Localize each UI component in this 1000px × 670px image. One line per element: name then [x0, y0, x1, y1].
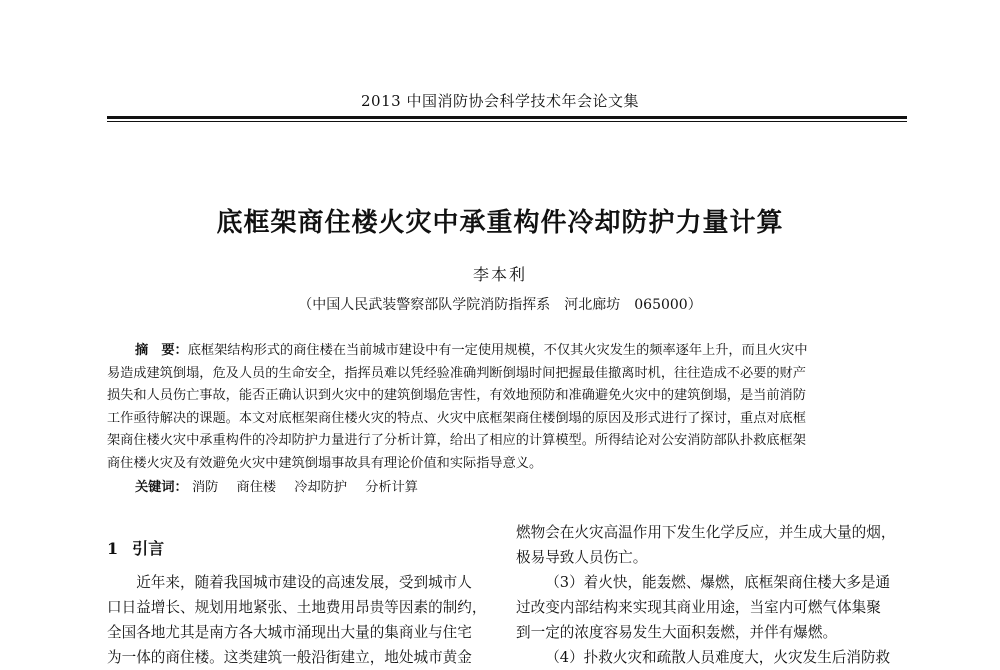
keywords: [135, 476, 895, 495]
abstract-line: 损失和人员伤亡事故，能否正确认识到火灾中的建筑倒塌危害性，有效地预防和准确避免火灾中的建筑倒塌，是当前消防: [107, 388, 806, 404]
body-line: 过改变内部结构来实现其商业用途，当室内可燃气体集聚: [516, 599, 881, 616]
running-header: 2013 中国消防协会科学技术年会论文集: [361, 92, 639, 110]
abstract-label: 摘 要：: [135, 343, 188, 358]
abstract-line: 易造成建筑倒塌，危及人员的生命安全，指挥员难以凭经验准确判断倒塌时间把握最佳撤离时机，往往造成不必要的财产: [107, 365, 806, 381]
abstract: [107, 340, 902, 476]
paper-title: 底框架商住楼火灾中承重构件冷却防护力量计算: [216, 208, 784, 238]
body-line: 近年来，随着我国城市建设的高速发展，受到城市人: [136, 574, 472, 591]
section-title: 引言: [132, 539, 165, 558]
body-line: 到一定的浓度容易发生大面积轰燃，并伴有爆燃。: [516, 624, 838, 641]
section-heading-intro: [107, 536, 164, 559]
body-line: 极易导致人员伤亡。: [516, 549, 648, 566]
affiliation: （中国人民武装警察部队学院消防指挥系 河北廊坊 065000）: [298, 297, 702, 313]
abstract-line: 架商住楼火灾中承重构件的冷却防护力量进行了分析计算，给出了相应的计算模型。所得结论对公安消防部队扑救底框架: [107, 433, 806, 449]
right-column: [516, 520, 906, 670]
body-line: 燃物会在火灾高温作用下发生化学反应，并生成大量的烟，: [516, 524, 896, 541]
keyword: 冷却防护: [294, 480, 348, 495]
abstract-line: 工作亟待解决的课题。本文对底框架商住楼火灾的特点、火灾中底框架商住楼倒塌的原因及形式进行了探讨，重点对底框: [107, 410, 806, 426]
keyword: 分析计算: [365, 480, 418, 495]
keyword: 商住楼: [236, 480, 277, 495]
body-line: 全国各地尤其是南方各大城市涌现出大量的集商业与住宅: [107, 624, 472, 641]
header-rule-thick: [107, 116, 907, 119]
keyword: 消防: [191, 480, 219, 495]
body-line: 口日益增长、规划用地紧张、土地费用昂贵等因素的制约，: [107, 599, 487, 616]
body-line: （4）扑救火灾和疏散人员难度大，火灾发生后消防救: [545, 649, 891, 666]
section-number: 1: [107, 539, 119, 558]
keywords-label: 关键词：: [135, 480, 188, 495]
author: 李本利: [472, 265, 527, 284]
body-line: 为一体的商住楼。这类建筑一般沿街建立，地处城市黄金: [107, 649, 472, 666]
left-column: [107, 570, 492, 670]
abstract-line: 商住楼火灾及有效避免火灾中建筑倒塌事故具有理论价值和实际指导意义。: [107, 455, 543, 471]
abstract-line: 摘 要：底框架结构形式的商住楼在当前城市建设中有一定使用规模，不仅其火灾发生的频率逐年上升，而且火灾中: [135, 343, 808, 358]
body-line: （3）着火快，能轰燃、爆燃，底框架商住楼大多是通: [545, 574, 891, 591]
header-rule-thin: [107, 121, 907, 122]
